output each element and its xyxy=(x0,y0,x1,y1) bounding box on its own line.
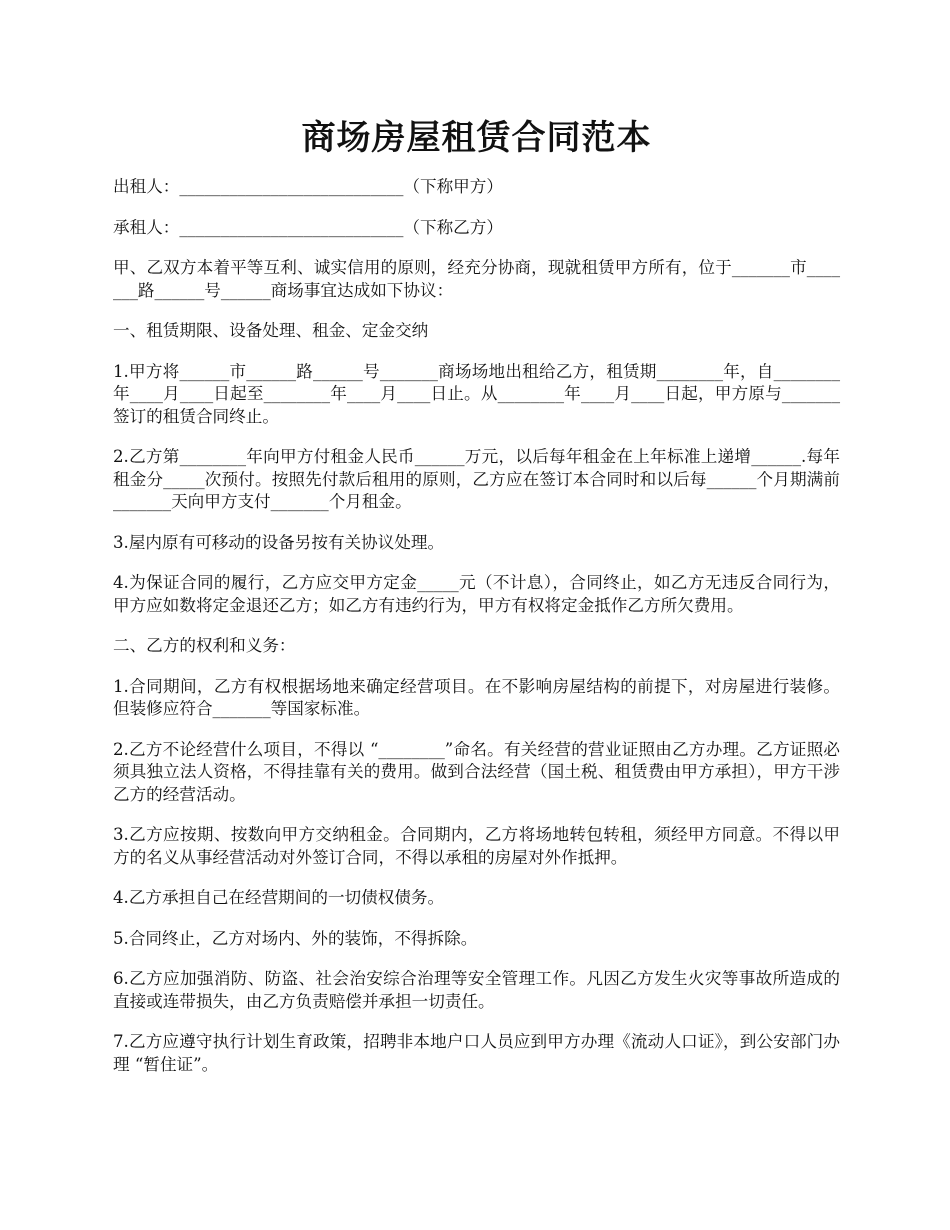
paragraph-1-1: 1.甲方将______市______路______号_______商场场地出租给乙方，租赁期________年，自________年____月____日起至________年____月____日止。从________年____月____日起，甲方原与_______签订的租赁合同终止。 xyxy=(113,361,840,426)
paragraph-lessor: 出租人：___________________________（下称甲方） xyxy=(113,177,503,196)
section-heading-2: 二、乙方的权利和义务： xyxy=(113,636,296,655)
paragraph-2-7: 7.乙方应遵守执行计划生育政策，招聘非本地户口人员应到甲方办理《流动人口证》，到公安部门办理 “暂住证”。 xyxy=(113,1032,840,1074)
paragraph-2-3: 3.乙方应按期、按数向甲方交纳租金。合同期内，乙方将场地转包转租，须经甲方同意。不得以甲方的名义从事经营活动对外签订合同，不得以承租的房屋对外作抵押。 xyxy=(113,825,840,867)
paragraph-lessee: 承租人：___________________________（下称乙方） xyxy=(113,217,503,237)
section-heading-1: 一、租赁期限、设备处理、租金、定金交纳 xyxy=(113,321,429,340)
paragraph-2-4: 4.乙方承担自己在经营期间的一切债权债务。 xyxy=(113,888,445,907)
paragraph-1-4: 4.为保证合同的履行，乙方应交甲方定金_____元（不计息），合同终止，如乙方无违反合同行为，甲方应如数将定金退还乙方；如乙方有违约行为，甲方有权将定金抵作乙方所欠费用。 xyxy=(113,573,840,615)
paragraph-preamble: 甲、乙双方本着平等互利、诚实信用的原则，经充分协商，现就租赁甲方所有，位于_______市_______路______号______商场事宜达成如下协议： xyxy=(113,258,840,300)
paragraph-2-5: 5.合同终止，乙方对场内、外的装饰，不得拆除。 xyxy=(113,928,478,948)
paragraph-1-2: 2.乙方第________年向甲方付租金人民币______万元，以后每年租金在上年标准上递增______.每年租金分_____次预付。按照先付款后租用的原则，乙方应在签订本合同时和以后每______个月期满前_______天向甲方支付_______个月租金。 xyxy=(113,447,840,511)
paragraph-2-6: 6.乙方应加强消防、防盗、社会治安综合治理等安全管理工作。凡因乙方发生火灾等事故所造成的直接或连带损失，由乙方负责赔偿并承担一切责任。 xyxy=(113,969,840,1011)
document-title: 商场房屋租赁合同范本 xyxy=(301,118,652,158)
paragraph-2-1: 1.合同期间，乙方有权根据场地来确定经营项目。在不影响房屋结构的前提下，对房屋进行装修。但装修应符合_______等国家标准。 xyxy=(113,676,840,718)
document-page xyxy=(113,0,840,1076)
paragraph-2-2: 2.乙方不论经营什么项目，不得以 “________”命名。有关经营的营业证照由乙方办理。乙方证照必须具独立法人资格，不得挂靠有关的费用。做到合法经营（国土税、租赁费由甲方承担），甲方干涉乙方的经营活动。 xyxy=(113,739,840,804)
paragraph-1-3: 3.屋内原有可移动的设备另按有关协议处理。 xyxy=(113,532,445,552)
